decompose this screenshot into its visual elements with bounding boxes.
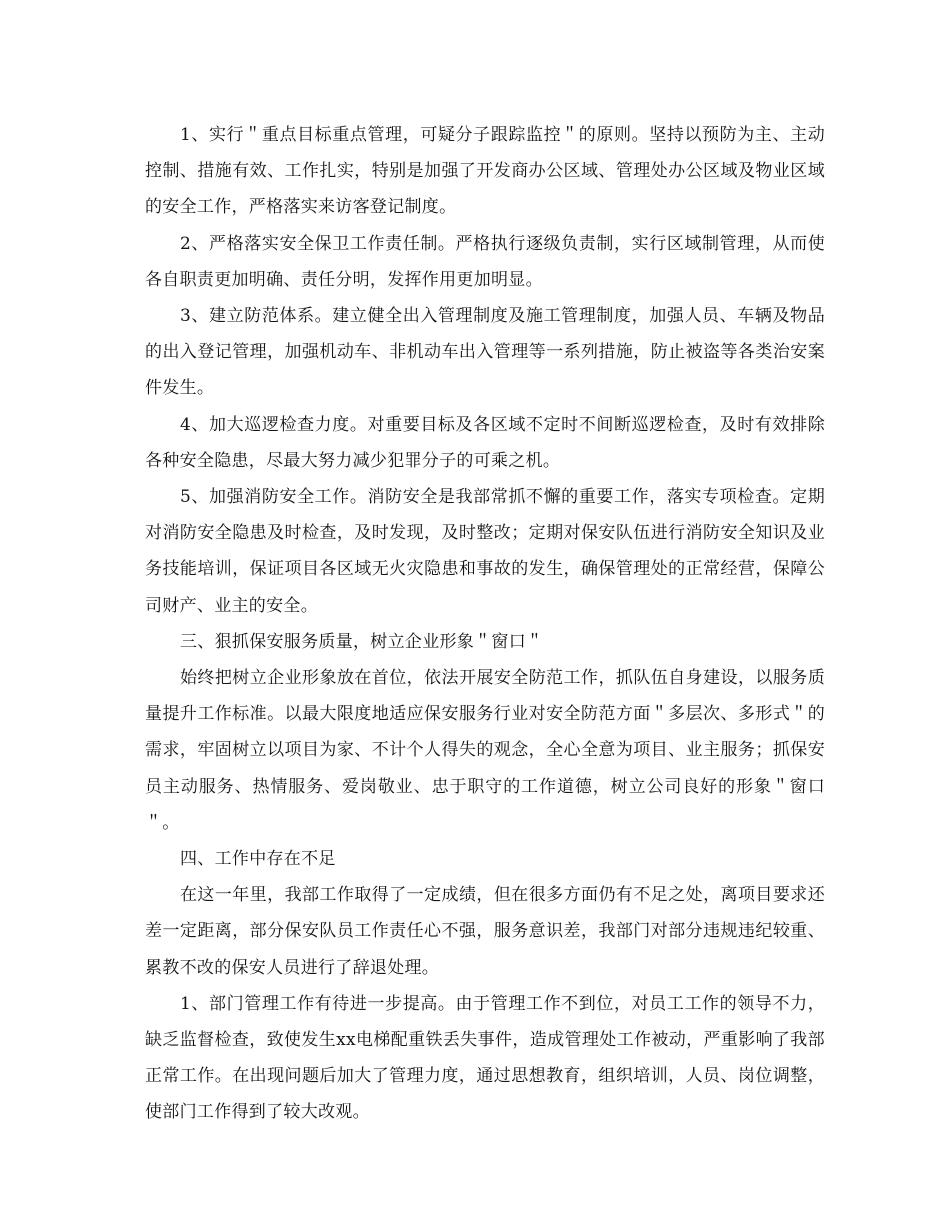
section-heading-3: 三、狠抓保安服务质量，树立企业形象＂窗口＂ [180, 631, 544, 652]
paragraph-item-3: 3、建立防范体系。建立健全出入管理制度及施工管理制度，加强人员、车辆及物品的出入登记管理，加强机动车、非机动车出入管理等一系列措施，防止被盗等各类治安案件发生。 [145, 306, 825, 399]
paragraph-item-1: 1、实行＂重点目标重点管理，可疑分子跟踪监控＂的原则。坚持以预防为主、主动控制、措施有效、工作扎实，特别是加强了开发商办公区域、管理处办公区域及物业区域的安全工作，严格落实来访客登记制度。 [145, 125, 825, 218]
document-body [145, 117, 825, 1131]
paragraph-item-5: 5、加强消防安全工作。消防安全是我部常抓不懈的重要工作，落实专项检查。定期对消防安全隐患及时检查，及时发现，及时整改；定期对保安队伍进行消防安全知识及业务技能培训，保证项目各区域无火灾隐患和事故的发生，确保管理处的正常经营，保障公司财产、业主的安全。 [145, 487, 825, 616]
paragraph-service-quality: 始终把树立企业形象放在首位，依法开展安全防范工作，抓队伍自身建设，以服务质量提升工作标准。以最大限度地适应保安服务行业对安全防范方面＂多层次、多形式＂的需求，牢固树立以项目为家、不计个人得失的观念，全心全意为项目、业主服务；抓保安员主动服务、热情服务、爱岗敬业、忠于职守的工作道德，树立公司良好的形象＂窗口＂。 [145, 668, 825, 833]
paragraph-item-4: 4、加大巡逻检查力度。对重要目标及各区域不定时不间断巡逻检查，及时有效排除各种安全隐患，尽最大努力减少犯罪分子的可乘之机。 [145, 414, 825, 471]
section-heading-4: 四、工作中存在不足 [180, 849, 336, 870]
paragraph-item-2: 2、严格落实安全保卫工作责任制。严格执行逐级负责制，实行区域制管理，从而使各自职责更加明确、责任分明，发挥作用更加明显。 [145, 233, 825, 290]
paragraph-management: 1、部门管理工作有待进一步提高。由于管理工作不到位，对员工工作的领导不力，缺乏监督检查，致使发生xx电梯配重铁丢失事件，造成管理处工作被动，严重影响了我部正常工作。在出现问题后加大了管理力度，通过思想教育，组织培训，人员、岗位调整，使部门工作得到了较大改观。 [145, 993, 825, 1123]
paragraph-shortcomings: 在这一年里，我部工作取得了一定成绩，但在很多方面仍有不足之处，离项目要求还差一定距离，部分保安队员工作责任心不强，服务意识差，我部门对部分违规违纪较重、累教不改的保安人员进行了辞退处理。 [145, 885, 825, 978]
